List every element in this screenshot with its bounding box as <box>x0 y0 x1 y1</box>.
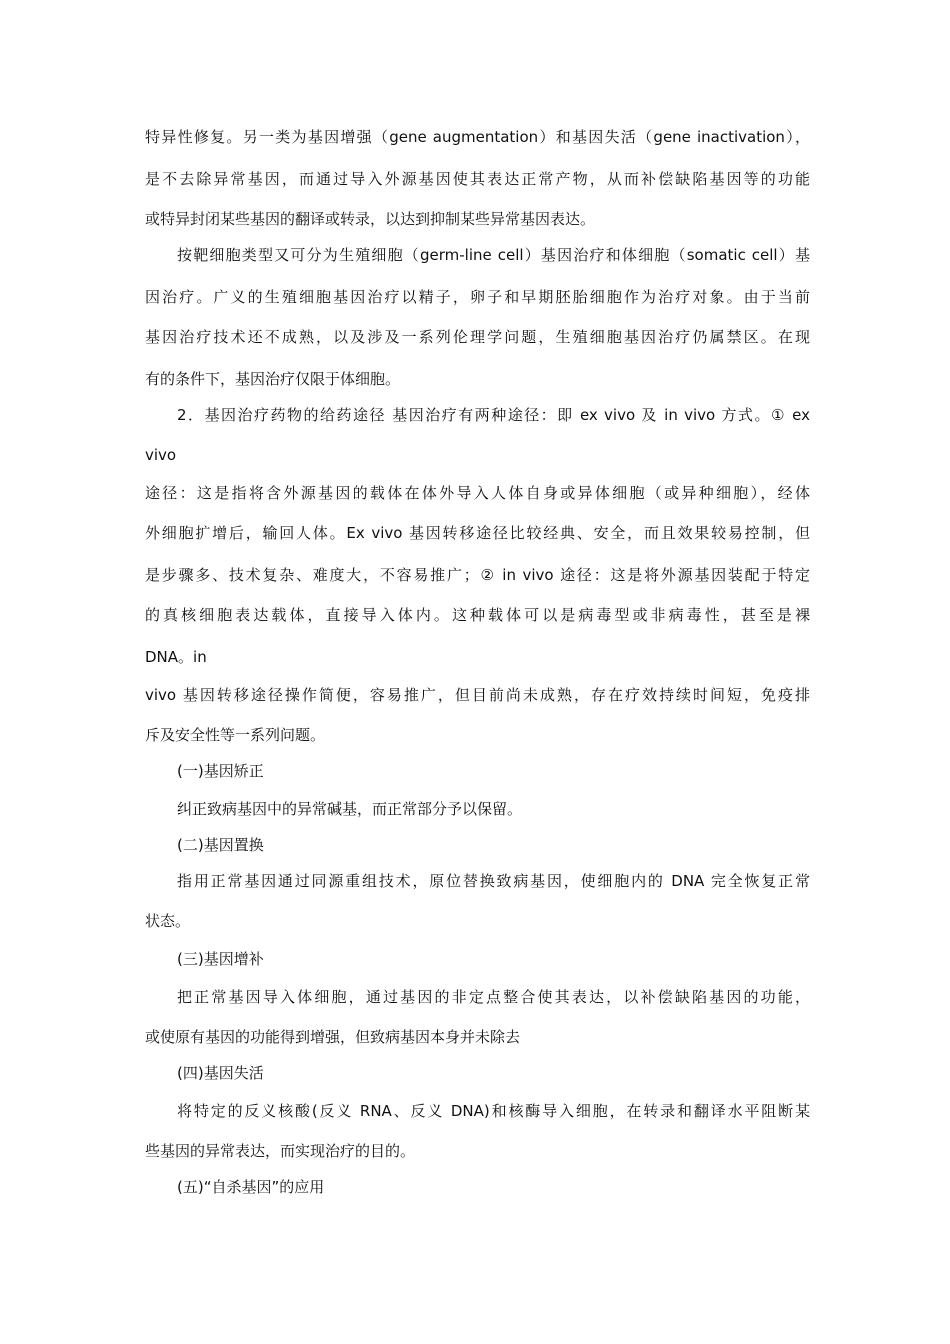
section-heading: (二)基因置换 <box>177 836 264 854</box>
text-line: 斥及安全性等一系列问题。 <box>145 726 326 744</box>
text-line: 纠正致病基因中的异常碱基，而正常部分予以保留。 <box>177 800 523 818</box>
text-line: 是步骤多、技术复杂、难度大，不容易推广；② in vivo 途径：这是将外源基因装配于特定 <box>145 566 810 584</box>
text-line: 有的条件下，基因治疗仅限于体细胞。 <box>145 370 401 388</box>
text-line: vivo <box>145 446 177 464</box>
text-line: 是不去除异常基因，而通过导入外源基因使其表达正常产物，从而补偿缺陷基因等的功能 <box>145 170 810 188</box>
text-line: 指用正常基因通过同源重组技术，原位替换致病基因，使细胞内的 DNA 完全恢复正常 <box>177 872 810 890</box>
text-line: 些基因的异常表达，而实现治疗的目的。 <box>145 1142 416 1160</box>
text-line: 外细胞扩增后，输回人体。Ex vivo 基因转移途径比较经典、安全，而且效果较易控制，但 <box>145 524 810 542</box>
text-line: 按靶细胞类型又可分为生殖细胞（germ-line cell）基因治疗和体细胞（somatic cell）基 <box>177 246 810 264</box>
text-line: vivo 基因转移途径操作简便，容易推广，但目前尚未成熟，存在疗效持续时间短，免疫排 <box>145 686 810 704</box>
text-line: 把正常基因导入体细胞，通过基因的非定点整合使其表达，以补偿缺陷基因的功能， <box>177 988 810 1006</box>
text-line: 状态。 <box>145 912 191 930</box>
text-line: 将特定的反义核酸(反义 RNA、反义 DNA)和核酶导入细胞，在转录和翻译水平阻断某 <box>177 1102 810 1120</box>
text-line: 基因治疗技术还不成熟，以及涉及一系列伦理学问题，生殖细胞基因治疗仍属禁区。在现 <box>145 328 810 346</box>
section-heading: (四)基因失活 <box>177 1064 264 1082</box>
text-line: DNA。in <box>145 648 207 666</box>
text-line: 途径：这是指将含外源基因的载体在体外导入人体自身或异体细胞（或异种细胞），经体 <box>145 484 810 502</box>
text-line: 的真核细胞表达载体，直接导入体内。这种载体可以是病毒型或非病毒性，甚至是裸 <box>145 606 810 624</box>
text-line: 特异性修复。另一类为基因增强（gene augmentation）和基因失活（gene inactivation）， <box>145 128 810 146</box>
section-heading: (一)基因矫正 <box>177 762 264 780</box>
section-heading: (五)“自杀基因”的应用 <box>177 1178 325 1196</box>
text-line: 或使原有基因的功能得到增强，但致病基因本身并未除去 <box>145 1028 521 1046</box>
section-heading: (三)基因增补 <box>177 950 264 968</box>
text-line: 2．基因治疗药物的给药途径 基因治疗有两种途径：即 ex vivo 及 in vivo 方式。① ex <box>177 406 810 424</box>
text-line: 或特异封闭某些基因的翻译或转录，以达到抑制某些异常基因表达。 <box>145 210 596 228</box>
text-line: 因治疗。广义的生殖细胞基因治疗以精子，卵子和早期胚胎细胞作为治疗对象。由于当前 <box>145 288 810 306</box>
